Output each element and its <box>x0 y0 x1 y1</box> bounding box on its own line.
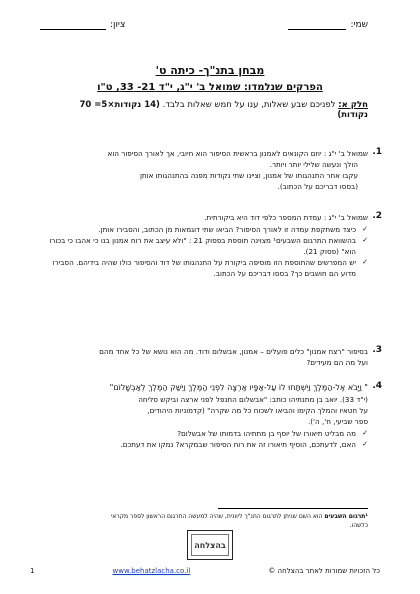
instructions <box>48 100 368 120</box>
question-number: 4. <box>372 381 382 391</box>
question-3 <box>48 345 382 368</box>
name-label: שמי: <box>350 20 368 30</box>
question-line: ועל מה הם מעידים? <box>306 358 368 367</box>
footnote-term: תרגום השבעים <box>324 513 366 520</box>
copyright-text: כל הזכויות שמורות לאתר בהצלחה © <box>268 567 380 575</box>
instructions-text: לפניכם שבע שאלות, ענו על חמש שאלות בלבד. <box>159 100 339 110</box>
bullet-item: ✓ האם, לדעתכם, הוסיף תיאורו זה את רוח הסיפור שבמקרא? נמקו את דעתכם. <box>48 439 368 450</box>
question-lead: שמואל ב' י"ג : עמדת המספר כלפי דוד היא ביקורתית. <box>204 213 368 222</box>
exam-title: מבחן בתנ"ך- כיתה ט' <box>155 64 265 77</box>
question-number: 3. <box>372 345 382 355</box>
name-field[interactable] <box>288 14 368 30</box>
question-line: בסיפור "רצח אמנון" כלים פועלים – אמנון, אבשלום ודוד. מה הוא נושא של כל אחד מהם <box>99 347 368 356</box>
question-line: על חטאיו והמלך הקימו והביאו לשכוח כל מה שקרה" (קדמוניות היהודים, <box>147 406 368 415</box>
footnote-text: הוא השם שניתן לתרגום התנ"ך ליוונית, שהיה למעשה התרגום הראשון לספר מקראי כלשהו. <box>110 513 368 529</box>
website-link[interactable]: www.behatzlacha.co.il <box>112 567 191 575</box>
question-bullets <box>48 224 368 279</box>
logo-text: בהצלחה <box>194 540 226 550</box>
points-text: (14 נקודות×5= 70 נקודות) <box>79 100 368 120</box>
header-fields <box>40 14 368 30</box>
name-line[interactable] <box>288 20 346 30</box>
bullet-item: ✓ מה מבליט תיאורו של יוסף בן מתתיהו בדמותו של אבשלום? <box>48 428 368 439</box>
question-4 <box>48 381 382 450</box>
bullet-item: ✓ בהשוואת התרגום השבעים¹ מצוינה תוספת בפסוק 21 : "ולא עיצב את רוח אמנון בנו כי אהבו כי בכורו הוא" (פסוק 21). <box>48 235 368 257</box>
question-line: (בססו דבריכם על הכתוב). <box>277 182 358 191</box>
question-quote: " וַיָּבֹא אֶל-הַמֶּלֶךְ וַיִּשְׁתַּחוּ לוֹ עַל-אַפָּיו אַרְצָה לִפְנֵי הַמֶּלֶךְ וַיִּשַּׁק הַמֶּלֶךְ לְאַבְשָׁלוֹם" <box>109 383 368 392</box>
question-line: שמואל ב' י"ג : יוזם הקונאים לאמנון בראשית הסיפור הוא חיובי, אך לאורך הסיפור הוא <box>107 149 368 158</box>
question-bullets <box>48 428 368 450</box>
bullet-item: ✓ יש המפרשים שהתוספת הזו מוסיפה ביקורת על התנהגותו של דוד והסיפור כולו שהיה בידיהם. הסבירו מדוע הם חושבים כך? בססו דבריכם על הכתוב. <box>48 257 368 279</box>
page-footer <box>30 567 380 575</box>
bullet-item: ✓ כיצד משתקפת עמדה זו לאורך הסיפור? הביאו שתי דוגמאות מן הכתוב, והסבירו אותן. <box>48 224 368 235</box>
page-number: 1 <box>30 567 35 575</box>
question-number: 2. <box>372 211 382 221</box>
grade-line[interactable] <box>40 20 106 30</box>
question-2 <box>48 211 382 279</box>
question-line: הולך ונעשה שלילי יותר ויותר. <box>269 160 358 169</box>
part-label: חלק א: <box>338 100 368 110</box>
behatzlacha-logo <box>187 530 233 560</box>
footnote <box>100 512 368 530</box>
question-1 <box>48 147 382 192</box>
footnote-rule <box>218 508 368 509</box>
grade-label: ציון: <box>110 20 126 30</box>
question-line: ספר שביעי, ח', ה'). <box>307 417 368 426</box>
question-line: (י"ד 33). יואב בן מתנתיהו כותב: "אבשלום התנפל לפני ארצה וביקש סליחה <box>138 395 368 404</box>
footnote-mark: ¹ <box>365 513 368 520</box>
question-number: 1. <box>372 147 382 157</box>
exam-subtitle: הפרקים שנלמדו: שמואל ב' י"ג, י"ד 21- 33, ט"ו <box>97 82 323 93</box>
grade-field[interactable] <box>40 14 125 30</box>
question-line: עקבו אחר התנהגותו של אמנון, וציינו שתי נקודות מפנה בהתנהגותו אותן <box>139 171 358 180</box>
